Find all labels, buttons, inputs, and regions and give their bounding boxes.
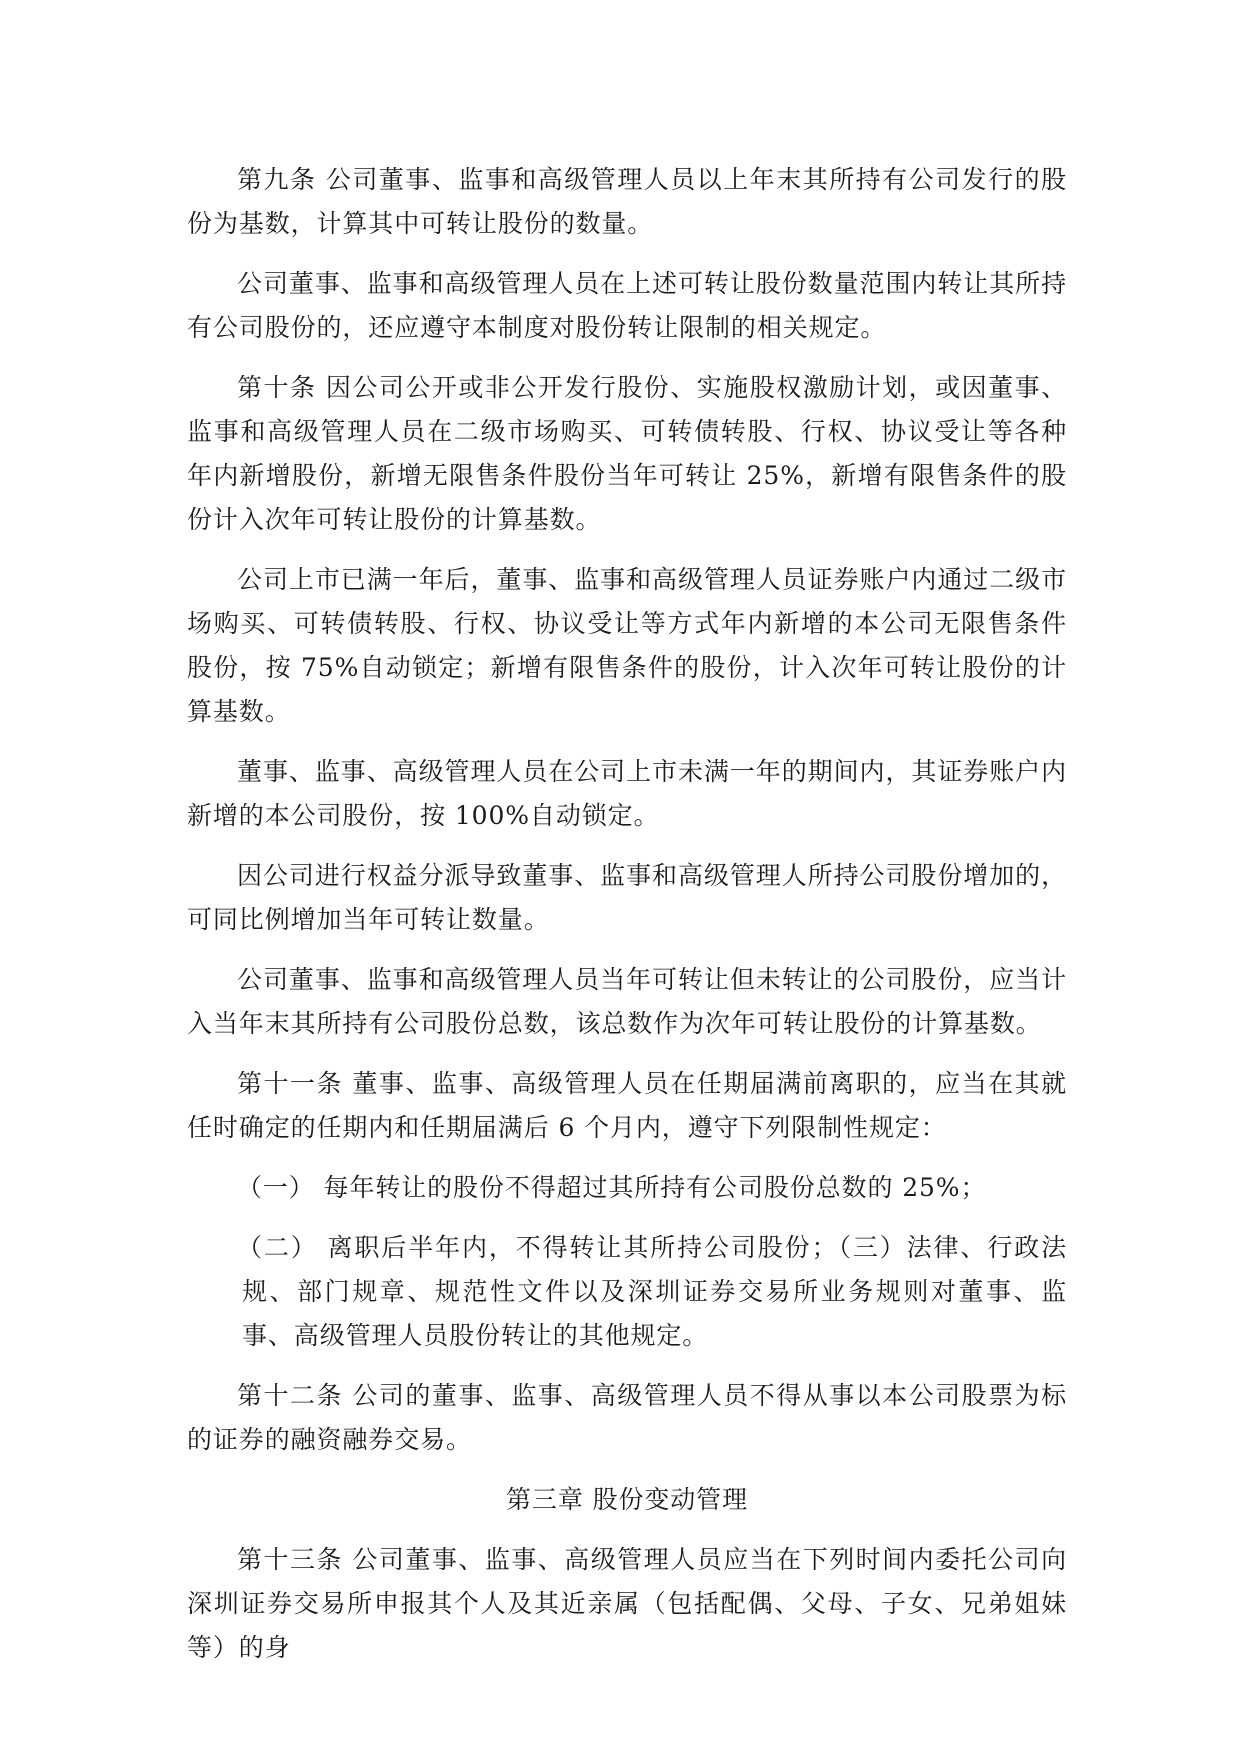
article-10-paragraph-2: 公司上市已满一年后，董事、监事和高级管理人员证券账户内通过二级市场购买、可转债转股、行权、协议受让等方式年内新增的本公司无限售条件股份，按 75%自动锁定；新增有限售条件的股份，计入次年可转让股份的计算基数。 bbox=[187, 565, 1067, 726]
article-11-item-1: （一） 每年转让的股份不得超过其所持有公司股份总数的 25%； bbox=[237, 1173, 987, 1202]
article-10-paragraph: 第十条 因公司公开或非公开发行股份、实施股权激励计划，或因董事、监事和高级管理人员在二级市场购买、可转债转股、行权、协议受让等各种年内新增股份，新增无限售条件股份当年可转让 25%，新增有限售条件的股份计入次年可转让股份的计算基数。 bbox=[187, 373, 1067, 534]
article-11-item-2-3: （二） 离职后半年内，不得转让其所持公司股份；（三）法律、行政法规、部门规章、规范性文件以及深圳证券交易所业务规则对董事、监事、高级管理人员股份转让的其他规定。 bbox=[237, 1233, 1067, 1350]
chapter-heading: 第三章 股份变动管理 bbox=[506, 1485, 748, 1514]
document-body bbox=[187, 158, 1067, 1686]
article-11-paragraph: 第十一条 董事、监事、高级管理人员在任期届满前离职的，应当在其就任时确定的任期内和任期届满后 6 个月内，遵守下列限制性规定： bbox=[187, 1069, 1067, 1142]
article-10-paragraph-3: 董事、监事、高级管理人员在公司上市未满一年的期间内，其证券账户内新增的本公司股份，按 100%自动锁定。 bbox=[187, 757, 1067, 830]
article-10-paragraph-4: 因公司进行权益分派导致董事、监事和高级管理人所持公司股份增加的，可同比例增加当年可转让数量。 bbox=[187, 861, 1067, 934]
article-10-paragraph-5: 公司董事、监事和高级管理人员当年可转让但未转让的公司股份，应当计入当年末其所持有公司股份总数，该总数作为次年可转让股份的计算基数。 bbox=[187, 965, 1067, 1038]
article-9-paragraph-2: 公司董事、监事和高级管理人员在上述可转让股份数量范围内转让其所持有公司股份的，还应遵守本制度对股份转让限制的相关规定。 bbox=[187, 269, 1067, 342]
article-12-paragraph: 第十二条 公司的董事、监事、高级管理人员不得从事以本公司股票为标的证券的融资融券交易。 bbox=[187, 1381, 1067, 1454]
article-9-paragraph: 第九条 公司董事、监事和高级管理人员以上年末其所持有公司发行的股份为基数，计算其中可转让股份的数量。 bbox=[187, 165, 1067, 238]
article-13-paragraph: 第十三条 公司董事、监事、高级管理人员应当在下列时间内委托公司向深圳证券交易所申报其个人及其近亲属（包括配偶、父母、子女、兄弟姐妹等）的身 bbox=[187, 1545, 1067, 1662]
